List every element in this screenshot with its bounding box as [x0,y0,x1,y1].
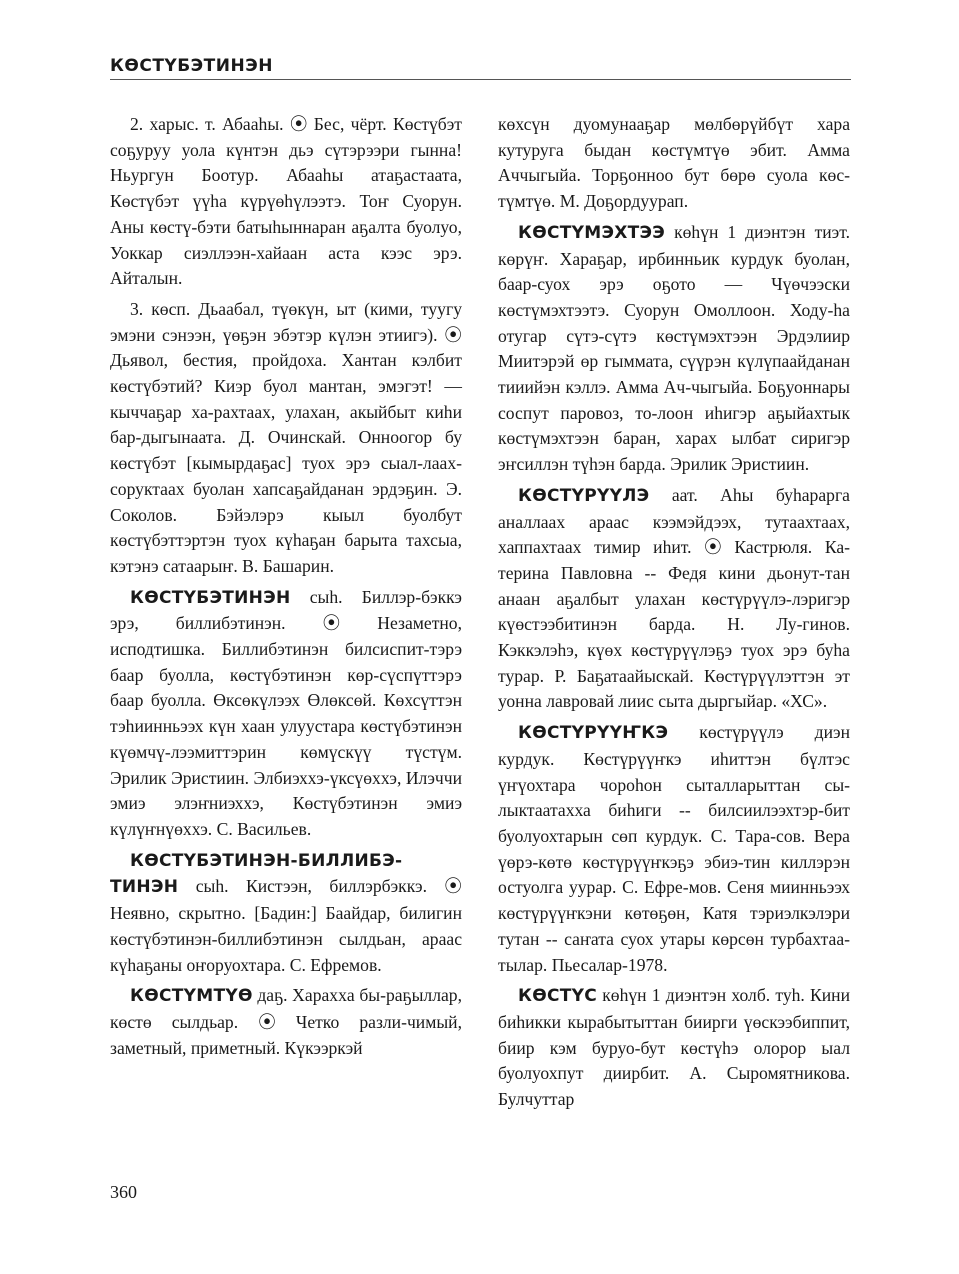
entry-text: көһүн 1 диэнтэн холб. туһ. Кини биһикки кырабытыттан биирги үөскээбиппит, биир кэм буруо-бут көстүһэ олорор ыал буолуохпут диирбит. А. Сыромятникова. Булчуттар [498,985,850,1110]
headword: КӨСТҮБЭТИНЭН [130,587,291,608]
entry-paragraph [110,112,462,292]
entry-text: көхсүн дуомунааҕар мөлбөрүйбүт хара кутуругa быдан көстүмтүө эбит. Амма Аччыгыйа. Торҕонноо бут бөрө суола көс-түмтүө. М. Доҕордуурап. [498,114,850,212]
right-column [498,112,850,1118]
running-head: КӨСТҮБЭТИНЭН [110,56,851,80]
dictionary-entry [498,220,850,478]
headword: КӨСТҮС [518,986,598,1007]
dictionary-entry [498,983,850,1113]
entry-text: аат. Аһы буһарарга аналлаах араас кээмэйдээх, тутаахтаах, хаппахтаах тимир иһит. ⦿ Кастрюля. Ка-терина Павловна -- Федя кини дьонут-тан анаан аҕалбыт улахан көстүрүүлэ-лэригэр күөстээбитинэн барда. Н. Лу-гинов. Кэккэлэһэ, күөх көстүрүүлэҕэ туох эрэ буһа турар. Р. Баҕатаайыскай. Көстүрүүлэттэн эт уонна лавровай лиис сыта дыргыйар. «ХС». [498,484,850,712]
entry-text: сыһ. Кистээн, биллэрбэккэ. ⦿ Неявно, скрытно. [Бадин:] Баайдар, билигин көстүбэтинэн-биллибэтинэн сылдьан, араас күһаҕаны оҥоруохтара. С. Ефремов. [110,876,462,975]
dictionary-entry [110,983,462,1061]
dictionary-entry [498,483,850,715]
headword: КӨСТҮБЭТИНЭН-БИЛЛИБЭ-ТИНЭН [110,850,403,898]
entry-text: сыһ. Биллэр-бэккэ эрэ, биллибэтинэн. ⦿ Незаметно, исподтишка. Биллибэтинэн билсиспит-тэрэ баар буолла, көстүбэтинэн көр-сүспүттэрэ баар буолла. Өксөкүлээх Өлөксөй. Көхсүттэн тэһиинньээх күн хаан улуустара көстүбэтинэн күөмчү-лээмиттэрин көмүскүү түстүм. Эрилик Эристиин. Элбиэххэ-үксүөххэ, Илэччи эмиэ элэҥниэххэ, Көстүбэтинэн эмиэ күлүҥнүөххэ. С. Васильев. [110,586,462,839]
headword: КӨСТҮРҮҮҤКЭ [518,723,669,744]
entry-paragraph [110,297,462,580]
headword: КӨСТҮМТҮӨ [130,986,253,1007]
headword: КӨСТҮМЭХТЭЭ [518,222,666,243]
dictionary-entry [110,848,462,979]
dictionary-entry [110,585,462,843]
dictionary-entry [498,720,850,978]
entry-text: 3. көсп. Дьаабал, түөкүн, ыт (кими, туугу эмэни сэнээн, үөҕэн эбэтэр күлэн этиигэ). ⦿ Дьявол, бестия, пройдоха. Хантан кэлбит көстүбэтий? Киэр буол мантан, эмэгэт! — кыччаҕар ха-рахтаах, улахан, акыйбыт киһи бар-дыгынаата. Д. Очинскай. Онноогор бу көстүбэт [кымырдаҕас] туох эрэ сыал-лаах-соруктаах буолан хапсаҕайданан эрдэҕин. Э. Соколов. Бэйэлэрэ кыыл буолбут көстүбэттэртэн туох күһаҕан барыта тахсыа, кэтэнэ сатаарыҥ. В. Башарин. [110,298,462,576]
left-column [110,112,462,1066]
entry-paragraph [498,112,850,215]
entry-text: даҕ. Хараххa бы-раҕыллар, көстө сылдьар. ⦿ Четко разли-чимый, заметный, приметный. Күкээркэй [110,985,462,1058]
entry-text: көстүрүүлэ диэн курдук. Көстүрүүҥкэ иһиттэн бүлтэс үҥүохтара чороһон сыталларыттан сы-лыктаатахха биһиги -- билсиилээхтэр-бит буолуохтарын сөп курдук. С. Тара-сов. Вера үөрэ-көтө көстүрүүҥкэҕэ эбиэ-тин киллэрэн остуолга уурар. С. Ефре-мов. Сеня миинньээх көстүрүүҥкэни көтөҕөн, Катя тэриэлкэлэри тутан -- саҥата суох утары көрсөн турбахтаа-тылар. Пьесалар-1978. [498,722,850,975]
page-number: 360 [110,1182,137,1202]
entry-text: 2. харыс. т. Абааһы. ⦿ Бес, чёрт. Көстүбэт соҕуруу уола күнтэн дьэ сүтэрээри гынна! Ньургун Боотур. Абааһы атаҕастаата, Көстүбэт үүһа күрүөһүлээтэ. Тоҥ Суорун. Аны көстү-бэти батыһыннаран аҕалта буолуо, Уоккар сиэллээн-хайаан аста кээс эрэ. Айталын. [110,114,462,289]
entry-text: көһүн 1 диэнтэн тиэт. көрүҥ. Хараҕар, ирбинньик курдук буолан, баар-суох эрэ оҕото — Чүөчээски көстүмэхтээтэ. Суорун Омоллоон. Ходу-һа отугар сүтэ-сүтэ көстүмэхтээн Эрдэлиир Миитэрэй өр гыммата, сүүрэн күлүпаайданан тииийэн кэллэ. Амма Ач-чыгыйа. Боҕуоннары соспут паровоз, то-лоон иһигэр аҕыйахтык көстүмэхтээн баран, харах ылбат сиригэр эҥсиллэн түһэн барда. Эрилик Эристиин. [498,221,850,475]
headword: КӨСТҮРҮҮЛЭ [518,485,650,506]
